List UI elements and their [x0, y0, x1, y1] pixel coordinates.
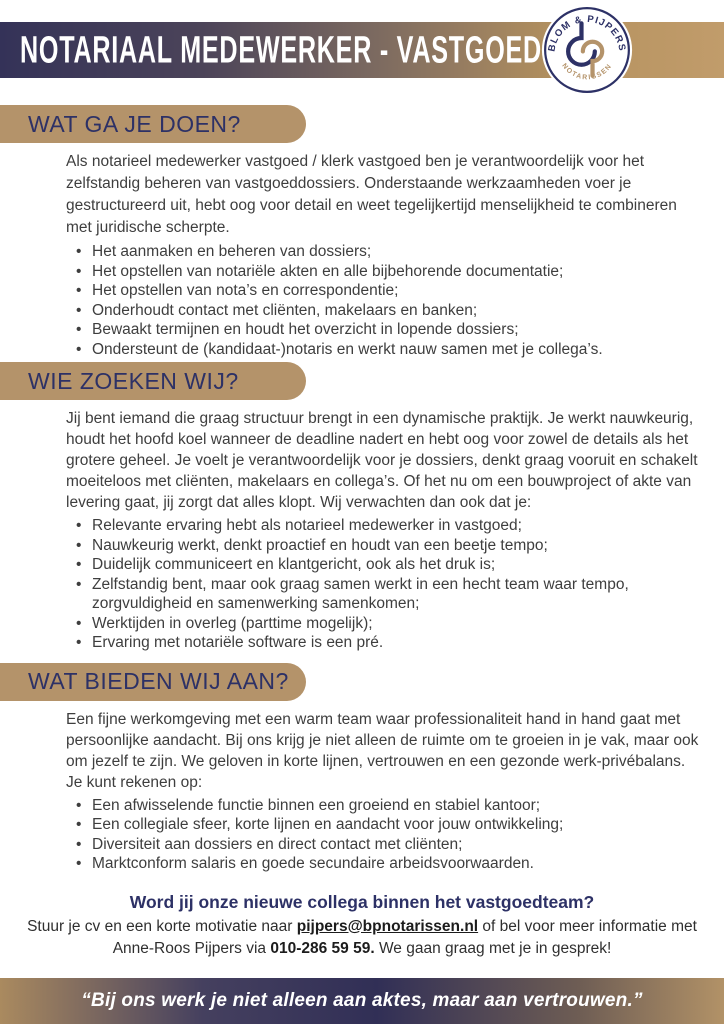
cta-text-before-email: Stuur je cv en een korte motivatie naar — [27, 917, 297, 935]
cta-heading: Word jij onze nieuwe collega binnen het vastgoedteam? — [129, 891, 595, 912]
list-item: • Relevante ervaring hebt als notarieel medewerker in vastgoed; — [66, 516, 704, 536]
section-intro: Een fijne werkomgeving met een warm team waar professionaliteit hand in hand gaat met persoonlijke aandacht. Bij ons krijg je niet alleen de ruimte om te groeien in je vak, maar ook om jezelf te zijn. We geloven in korte lijnen, vertrouwen en een gezonde werk-privébalans. Je kunt rekenen op: — [66, 710, 699, 791]
list-item: • Diversiteit aan dossiers en direct contact met cliënten; — [66, 835, 704, 855]
bullet-list — [66, 242, 704, 359]
list-item: • Duidelijk communiceert en klantgericht, ook als het druk is; — [66, 555, 704, 575]
section-heading-label: WAT BIEDEN WIJ AAN? — [28, 668, 289, 694]
list-item: • Het aanmaken en beheren van dossiers; — [66, 242, 704, 262]
list-item: • Het opstellen van nota’s en correspondentie; — [66, 281, 704, 301]
bullet-list — [66, 796, 704, 874]
email-link[interactable]: pijpers@bpnotarissen.nl — [296, 917, 479, 935]
section-heading-wat-bieden-wij-aan — [0, 663, 306, 701]
list-item: • Ervaring met notariële software is een pré. — [66, 633, 704, 653]
section-heading-label: WAT GA JE DOEN? — [28, 110, 241, 137]
logo-arc-bottom-text: NOTARISSEN — [560, 62, 614, 82]
call-to-action — [0, 892, 724, 960]
list-item: • Het opstellen van notariële akten en alle bijbehorende documentatie; — [66, 262, 704, 282]
section-heading-wat-ga-je-doen — [0, 105, 306, 143]
list-item: • Een afwisselende functie binnen een groeiend en stabiel kantoor; — [66, 796, 704, 816]
page-title: NOTARIAAL MEDEWERKER - VASTGOED — [19, 28, 542, 71]
list-item: • Marktconform salaris en goede secundaire arbeidsvoorwaarden. — [66, 854, 704, 874]
list-item: • Ondersteunt de (kandidaat-)notaris en werkt nauw samen met je collega’s. — [66, 340, 704, 360]
section-intro: Als notarieel medewerker vastgoed / klerk vastgoed ben je verantwoordelijk voor het zelfstandig beheren van vastgoeddossiers. Onderstaande werkzaamheden voer je gestructureerd uit, hebt oog voor detail en weet tegelijkertijd menselijkheid te combineren met juridische scherpte. — [66, 153, 677, 236]
footer-quote: “Bij ons werk je niet alleen aan aktes, maar aan vertrouwen.” — [81, 990, 643, 1011]
list-item: • Zelfstandig bent, maar ook graag samen werkt in een hecht team waar tempo, zorgvuldigheid en samenwerking samenkomen; — [66, 575, 704, 614]
list-item: • Onderhoudt contact met cliënten, makelaars en banken; — [66, 301, 704, 321]
cta-text-between: of bel voor meer informatie met Anne-Roos Pijpers via — [112, 917, 697, 957]
logo-arc-top-text: BLOM & PIJPERS — [546, 13, 628, 53]
footer-bar — [0, 978, 724, 1024]
company-logo — [541, 4, 633, 96]
phone-number: 010-286 59 59. — [270, 939, 375, 957]
cta-text-after-phone: We gaan graag met je in gesprek! — [374, 939, 612, 957]
section-wie-zoeken-wij — [0, 400, 724, 653]
list-item: • Nauwkeurig werkt, denkt proactief en houdt van een beetje tempo; — [66, 536, 704, 556]
cta-text — [26, 916, 698, 960]
list-item: • Werktijden in overleg (parttime mogelijk); — [66, 614, 704, 634]
list-item: • Een collegiale sfeer, korte lijnen en aandacht voor jouw ontwikkeling; — [66, 815, 704, 835]
bullet-list — [66, 516, 704, 653]
section-wat-ga-je-doen — [0, 143, 724, 359]
section-heading-label: WIE ZOEKEN WIJ? — [28, 367, 239, 394]
list-item: • Bewaakt termijnen en houdt het overzicht in lopende dossiers; — [66, 320, 704, 340]
section-wat-bieden-wij-aan — [0, 701, 724, 874]
section-intro: Jij bent iemand die graag structuur brengt in een dynamische praktijk. Je werkt nauwkeurig, houdt het hoofd koel wanneer de deadline nadert en hebt oog voor zowel de details als het grotere geheel. Je voelt je verantwoordelijk voor je dossiers, denkt graag vooruit en schakelt moeiteloos met cliënten, makelaars en collega’s. Of het nu om een bouwproject of akte van levering gaat, jij zorgt dat alles klopt. Wij verwachten dan ook dat je: — [66, 410, 698, 511]
section-heading-wie-zoeken-wij — [0, 362, 306, 400]
logo-badge-icon — [541, 4, 633, 96]
